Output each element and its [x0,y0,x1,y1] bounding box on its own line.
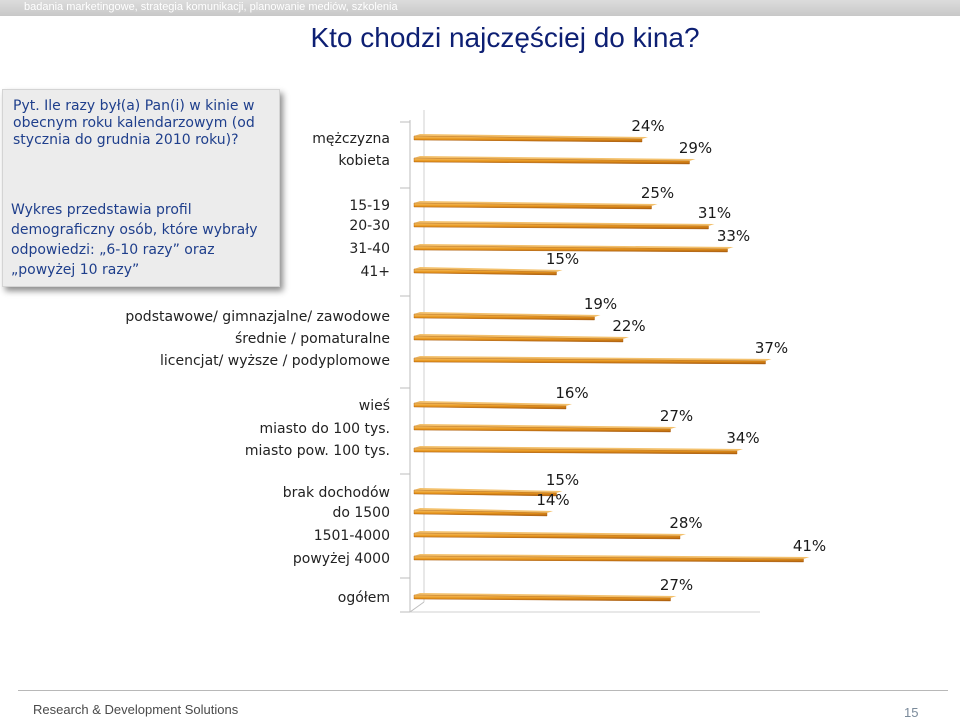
value-label: 16% [555,384,589,402]
category-label: 31-40 [349,241,390,257]
category-label: mężczyzna [312,131,390,147]
category-label: 15-19 [349,198,390,214]
category-label: 1501-4000 [313,528,390,544]
value-label: 33% [716,227,751,245]
category-label: 41+ [360,264,390,280]
category-label: miasto do 100 tys. [259,421,390,437]
category-label: do 1500 [332,505,390,521]
description-text: Wykres przedstawia profil demograficzny osób, które wybrały odpowiedzi: „6-10 razy” oraz „powyżej 10 razy” [11,202,258,278]
category-label: licencjat/ wyższe / podyplomowe [160,353,390,369]
value-label: 28% [669,514,703,532]
axis-corner-line [410,602,424,612]
value-label: 25% [640,184,675,202]
value-label: 34% [726,429,760,447]
value-label: 37% [754,339,789,357]
category-label: 20-30 [349,218,390,234]
value-label: 15% [545,471,580,489]
page-title: Kto chodzi najczęściej do kina? [310,22,700,53]
category-label: brak dochodów [282,485,390,501]
category-label: wieś [358,398,390,414]
value-label: 29% [678,139,713,157]
category-label: kobieta [338,153,390,169]
company-name: Research & Development Solutions [33,702,239,717]
question-text: Pyt. Ile razy był(a) Pan(i) w kinie w obecnym roku kalendarzowym (od stycznia do grudnia 2010 roku)? [13,98,255,148]
value-label: 31% [697,204,732,222]
category-label: podstawowe/ gimnazjalne/ zawodowe [125,309,390,325]
category-label: średnie / pomaturalne [235,331,390,347]
page-number: 15 [904,705,919,720]
value-label: 22% [612,317,646,335]
value-label: 15% [545,250,580,268]
value-label: 41% [792,537,827,555]
value-label: 19% [583,295,618,313]
tagline: badania marketingowe, strategia komunikacji, planowanie mediów, szkolenia [24,1,398,13]
category-label: miasto pow. 100 tys. [244,443,390,459]
category-label: ogółem [337,590,390,606]
value-label: 14% [536,491,570,509]
value-label: 27% [659,576,694,594]
value-label: 27% [659,407,694,425]
value-label: 24% [631,117,665,135]
category-label: powyżej 4000 [292,551,390,567]
footer-divider [18,690,948,691]
